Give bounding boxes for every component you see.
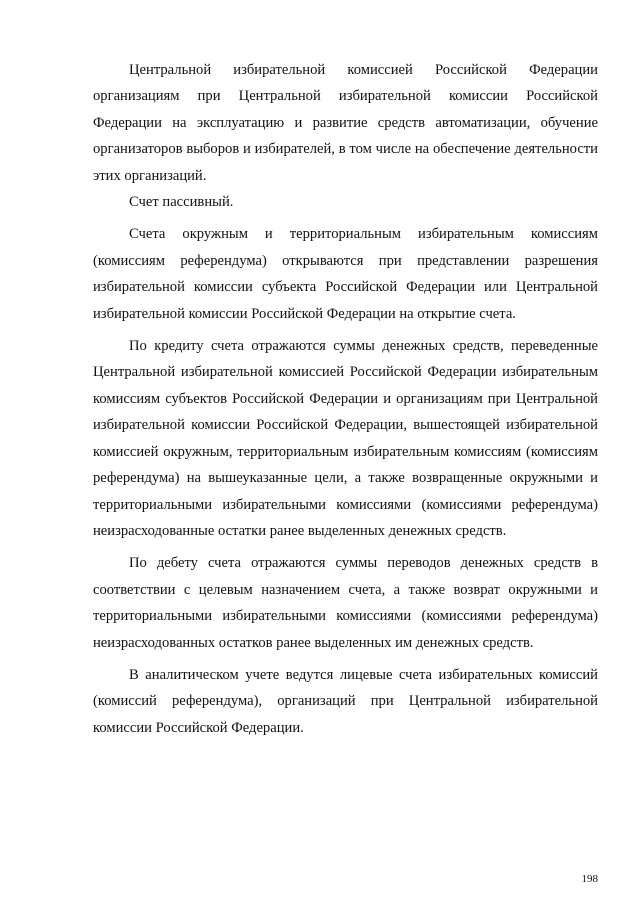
paragraph-2: Счет пассивный.	[129, 194, 234, 211]
body-text	[93, 57, 598, 741]
paragraph-4: По кредиту счета отражаются суммы денежных средств, переведенные Центральной избирательной комиссией Российской Федерации избирательным комиссиям субъектов Российской Федерации и организациям при Центральной избирательной комиссии Российской Федерации, вышестоящей избирательной комиссией окружным, территориальным избирательным комиссиям (комиссиям референдума) на вышеуказанные цели, а также возвращенные окружными и территориальными избирательными комиссиями (комиссиями референдума) неизрасходованные остатки ранее выделенных денежных средств.	[93, 338, 598, 539]
paragraph-3: Счета окружным и территориальным избирательным комиссиям (комиссиям референдума) открываются при представлении разрешения избирательной комиссии субъекта Российской Федерации или Центральной избирательной комиссии Российской Федерации на открытие счета.	[93, 226, 598, 322]
page-number: 198	[581, 873, 598, 885]
paragraph-1: Центральной избирательной комиссией Российской Федерации организациям при Центральной избирательной комиссии Российской Федерации на эксплуатацию и развитие средств автоматизации, обучение организаторов выборов и избирателей, в том числе на обеспечение деятельности этих организаций.	[93, 62, 598, 184]
paragraph-5: По дебету счета отражаются суммы переводов денежных средств в соответствии с целевым назначением счета, а также возврат окружными и территориальными избирательными комиссиями (комиссиями референдума) неизрасходованных остатков ранее выделенных им денежных средств.	[93, 555, 598, 651]
paragraph-6: В аналитическом учете ведутся лицевые счета избирательных комиссий (комиссий референдума), организаций при Центральной избирательной комиссии Российской Федерации.	[93, 666, 598, 736]
